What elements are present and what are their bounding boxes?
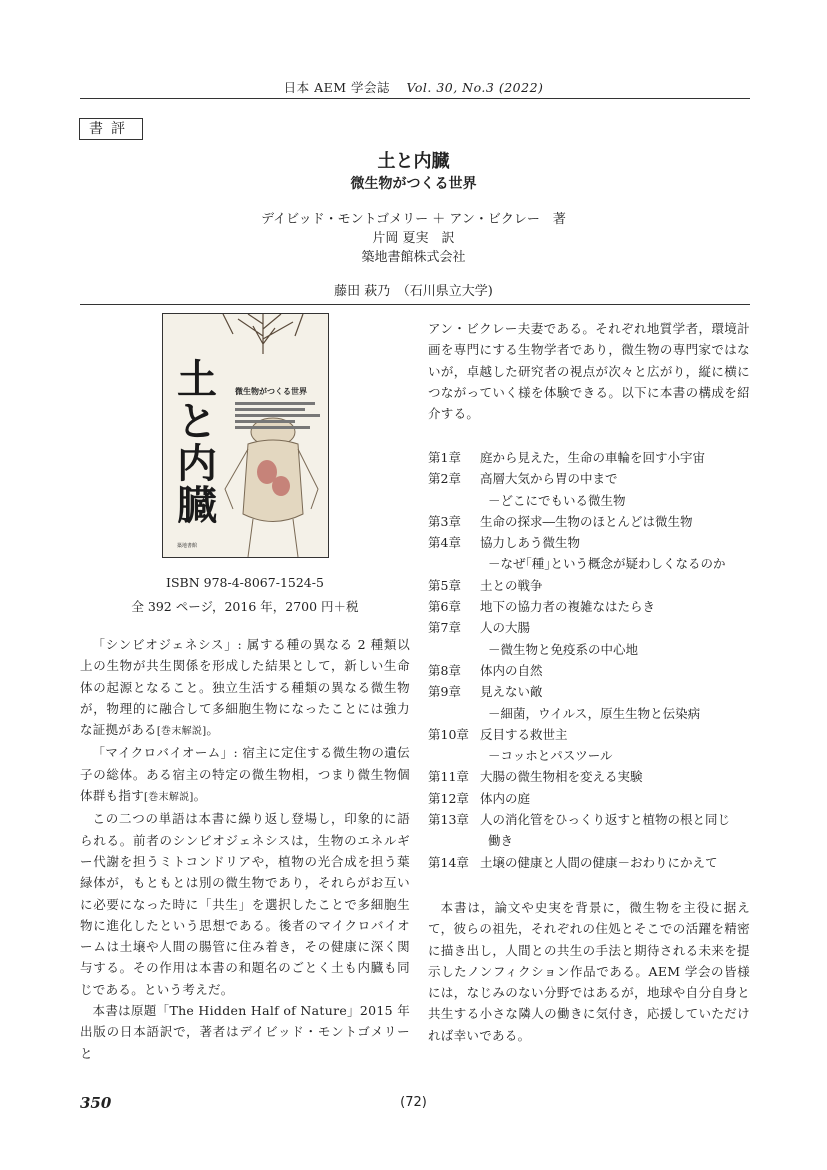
page-number: 350	[80, 1094, 112, 1112]
paragraph-text: 「マイクロバイオーム」: 宿主に定住する微生物の遺伝子の総体。ある宿主の特定の微生物相，つまり微生物個体群も指す	[80, 745, 410, 804]
chapter-subtitle: －なぜ｢種｣という概念が疑わしくなるのか	[488, 556, 726, 572]
cover-subtitle: 微生物がつくる世界	[235, 387, 307, 396]
chapter-number: 第5章	[428, 577, 461, 593]
isbn: ISBN 978-4-8067-1524-5	[166, 575, 324, 590]
chapter-title: 大腸の微生物相を変える実験	[480, 769, 643, 785]
chapter-item	[428, 788, 758, 809]
chapter-title: 人の消化管をひっくり返すと植物の根と同じ	[480, 812, 731, 828]
chapter-title: 生命の探求―生物のほとんどは微生物	[480, 513, 693, 529]
paragraph-end: 。	[206, 722, 220, 738]
book-cover-image	[162, 313, 329, 558]
chapter-item	[428, 724, 758, 745]
chapter-number: 第12章	[428, 790, 469, 806]
chapter-item	[428, 660, 758, 681]
chapter-number: 第7章	[428, 620, 461, 636]
right-column-intro	[428, 318, 750, 424]
cover-title: 土と内臓	[177, 356, 217, 529]
chapter-item	[428, 575, 758, 596]
paragraph: 本書は，論文や史実を背景に，微生物を主役に据えて，彼らの祖先，それぞれの住処とそこでの活躍を精密に描き出し，人間との共生の手法と期待される未来を提示したノンフィクション作品である。AEM 学会の皆様には，なじみのない分野ではあるが，地球や自分自身と共生する小さな隣人の働きに気付き，応援していただければ幸いである。	[428, 900, 750, 1043]
chapter-item	[428, 532, 758, 553]
chapter-number: 第9章	[428, 684, 461, 700]
chapter-title: 体内の自然	[480, 662, 543, 678]
paragraph-note: [巻末解説]	[144, 792, 194, 804]
chapter-title: 見えない敵	[480, 684, 543, 700]
title-rule	[80, 304, 750, 305]
chapter-number: 第14章	[428, 854, 469, 870]
book-authors: デイビッド・モントゴメリー ＋ アン・ビクレー 著	[261, 212, 566, 227]
book-translator: 片岡 夏実 訳	[372, 231, 455, 246]
journal-name: 日本 AEM 学会誌	[283, 80, 390, 95]
chapter-number: 第10章	[428, 726, 469, 742]
chapter-title: 高層大気から胃の中まで	[480, 471, 618, 487]
book-publisher: 築地書館株式会社	[361, 250, 466, 265]
left-column-text	[80, 634, 410, 1064]
chapter-title: 人の大腸	[480, 620, 531, 636]
chapter-subtitle: －微生物と免疫系の中心地	[488, 641, 639, 657]
paragraph	[80, 742, 410, 808]
cover-text-block	[235, 402, 325, 432]
paragraph: アン・ビクレー夫妻である。それぞれ地質学者，環境計画を専門にする生物学者であり，微生物の専門家ではないが，卓越した研究者の視点が次々と広がり，縦に横につながっていく様を体験できる。以下に本書の構成を紹介する。	[428, 321, 750, 422]
book-subtitle: 微生物がつくる世界	[350, 176, 477, 192]
chapter-number: 第13章	[428, 812, 469, 828]
chapter-title: 土との戦争	[480, 577, 543, 593]
paragraph-text: この二つの単語は本書に繰り返し登場し，印象的に語られる。前者のシンビオジェネシスは，生物のエネルギー代謝を担うミトコンドリアや，植物の光合成を担う葉緑体が，もともとは別の微生物であり，それらがお互いに必要になった時に「共生」を選択したことで多細胞生物に進化したという思想である。後者のマイクロバイオームは土壌や人間の腸管に住み着き，その健康に深く関与する。その作用は本書の和題名のごとく土も内臓も同じである。という考えだ。	[80, 811, 410, 997]
journal-header	[0, 78, 827, 96]
chapter-title: 地下の協力者の複雑なはたらき	[480, 599, 656, 615]
chapter-subtitle: 働き	[488, 833, 514, 849]
chapter-title: 協力しあう微生物	[480, 535, 581, 551]
chapter-item	[428, 766, 758, 787]
reviewer: 藤田 萩乃 （石川県立大学)	[334, 284, 493, 299]
chapter-title: 土壌の健康と人間の健康－おわりにかえて	[480, 854, 718, 870]
paragraph	[80, 634, 410, 742]
chapter-list	[428, 447, 758, 873]
chapter-number: 第3章	[428, 513, 461, 529]
chapter-number: 第11章	[428, 769, 469, 785]
chapter-title: 庭から見えた，生命の車輪を回す小宇宙	[480, 450, 706, 465]
chapter-item	[428, 596, 758, 617]
chapter-title: 体内の庭	[480, 790, 531, 806]
chapter-title: 反目する救世主	[480, 726, 568, 742]
chapter-item	[428, 447, 758, 468]
paragraph	[80, 808, 410, 1000]
chapter-subtitle: －コッホとパスツール	[488, 748, 613, 764]
chapter-subtitle: －細菌，ウイルス，原生生物と伝染病	[488, 705, 701, 721]
book-title: 土と内臓	[377, 151, 450, 172]
paragraph-end: 。	[193, 788, 207, 804]
chapter-item	[428, 511, 758, 532]
chapter-number: 第8章	[428, 662, 461, 678]
chapter-item	[428, 852, 758, 873]
chapter-number: 第4章	[428, 535, 461, 551]
chapter-number: 第1章	[428, 450, 461, 465]
paragraph-text: 本書は原題「The Hidden Half of Nature」2015 年出版の日本語訳で，著者はデイビッド・モントゴメリーと	[80, 1003, 410, 1061]
cover-publisher-mark: 築地書館	[177, 543, 198, 549]
chapter-item	[428, 809, 758, 830]
section-label: 書評	[79, 118, 143, 140]
paragraph-note: [巻末解説]	[156, 726, 207, 738]
chapter-item	[428, 468, 758, 489]
header-rule	[80, 98, 750, 99]
chapter-item	[428, 681, 758, 702]
chapter-subtitle: －どこにでもいる微生物	[488, 492, 626, 508]
right-column-conclusion	[428, 897, 750, 1046]
paragraph-text: 「シンビオジェネシス」: 属する種の異なる 2 種類以上の生物が共生関係を形成した結果として，新しい生命体の起源となること。独立生活する種類の異なる微生物が，物理的に融合して多細胞生物になったことには強力な証拠がある	[80, 637, 410, 738]
page-sub-number: (72)	[400, 1095, 427, 1110]
price-info: 全 392 ページ，2016 年，2700 円＋税	[131, 599, 359, 614]
chapter-item	[428, 617, 758, 638]
chapter-number: 第2章	[428, 471, 461, 487]
journal-volume: Vol. 30, No.3 (2022)	[406, 80, 544, 95]
paragraph	[80, 1000, 410, 1064]
chapter-number: 第6章	[428, 599, 461, 615]
